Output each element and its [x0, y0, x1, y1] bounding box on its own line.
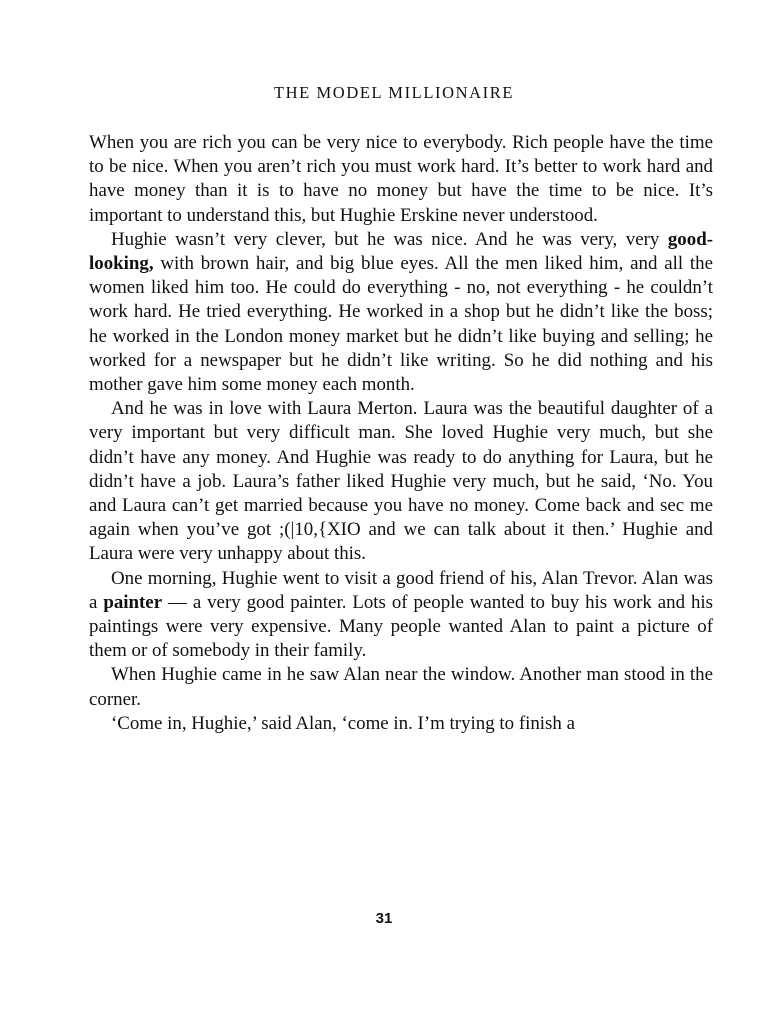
paragraph-3: And he was in love with Laura Merton. Laura was the beautiful daughter of a very important but very difficult man. She loved Hughie very much, but she didn’t have any money. And Hughie was ready to do anything for Laura, but he didn’t have a job. Laura’s father liked Hughie very much, but he said, ‘No. You and Laura can’t get married because you have no money. Come back and sec me again when you’ve got ;(|10,{XIO and we can talk about it then.’ Hughie and Laura were very unhappy about this. — [89, 398, 713, 565]
bold-term-good-looking: good-looking, — [89, 228, 713, 275]
running-head-title: THE MODEL MILLIONAIRE — [273, 83, 515, 102]
bold-term-painter: painter — [103, 591, 163, 613]
paragraph-4 — [89, 567, 713, 664]
paragraph-2-rest: with brown hair, and big blue eyes. All the men liked him, and all the women liked him too. He could do everything - no, not everything - he couldn’t work hard. He tried everything. He worked in a shop but he didn’t like the boss; he worked in the London money market but he didn’t like buying and selling; he worked for a newspaper but he didn’t like writing. So he did nothing and his mother gave him some money each month. — [89, 253, 713, 396]
paragraph-4-rest: — a very good painter. Lots of people wanted to buy his work and his paintings were very expensive. Many people wanted Alan to paint a picture of them or of somebody in their family. — [89, 591, 713, 662]
page-number: 31 — [375, 910, 393, 927]
paragraph-4-lead: One morning, Hughie went to visit a good friend of his, Alan Trevor. Alan was a — [89, 567, 713, 613]
paragraph-1: When you are rich you can be very nice to everybody. Rich people have the time to be nice. When you aren’t rich you must work hard. It’s better to work hard and have money than it is to have no money but have the time to be nice. It’s important to understand this, but Hughie Erskine never understood. — [89, 132, 713, 226]
paragraph-2-lead: Hughie wasn’t very clever, but he was nice. And he was very, very — [111, 228, 668, 250]
paragraph-6: ‘Come in, Hughie,’ said Alan, ‘come in. I’m trying to finish a — [111, 712, 575, 734]
body-text — [89, 131, 713, 736]
paragraph-2 — [89, 228, 713, 397]
paragraph-5: When Hughie came in he saw Alan near the window. Another man stood in the corner. — [89, 664, 713, 710]
